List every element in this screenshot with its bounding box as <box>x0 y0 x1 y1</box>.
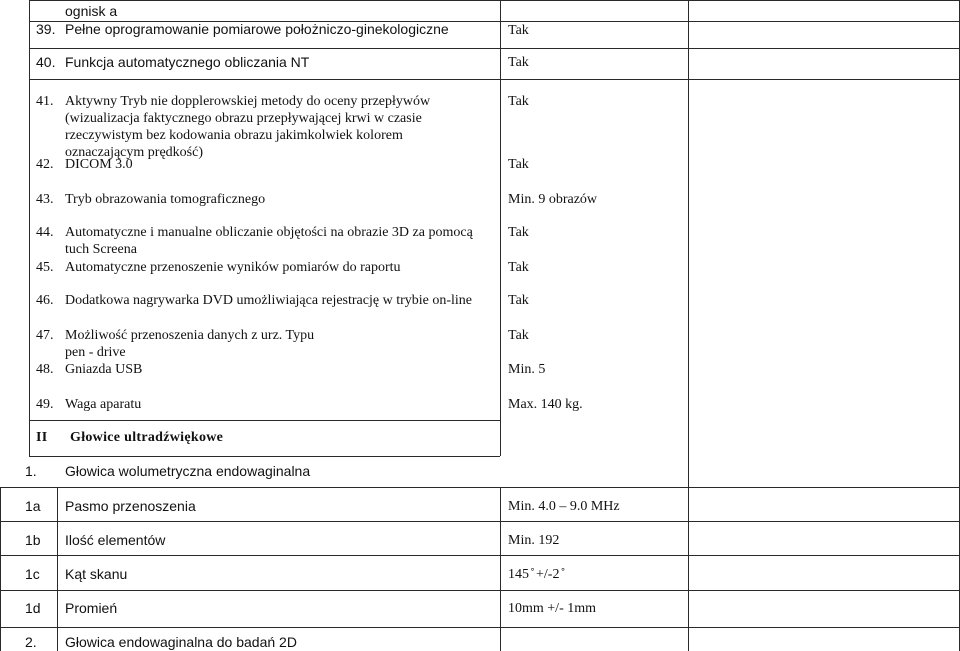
row-name: pen - drive <box>65 345 126 360</box>
row-number: 1b <box>25 532 41 548</box>
row-number: 48. <box>36 362 54 377</box>
row-value: Tak <box>508 94 529 109</box>
row-divider <box>0 555 960 556</box>
row-number: 1c <box>25 566 40 582</box>
row-number: 1a <box>25 498 41 514</box>
section-title: Głowice ultradźwiękowe <box>70 430 224 445</box>
row-value: Min. 9 obrazów <box>508 192 598 207</box>
row-name: Pełne oprogramowanie pomiarowe położniczo-ginekologiczne <box>65 21 449 37</box>
row-number: 45. <box>36 260 54 275</box>
row-number: 44. <box>36 225 54 240</box>
row-value: Tak <box>508 328 529 343</box>
row-value: Min. 4.0 – 9.0 MHz <box>508 499 620 514</box>
row-name: Kąt skanu <box>65 566 128 582</box>
row-number: 39. <box>36 21 56 37</box>
row-value: Tak <box>508 225 529 240</box>
column-divider <box>57 487 58 651</box>
section-number: II <box>36 430 48 445</box>
row-name: Funkcja automatycznego obliczania NT <box>65 54 310 70</box>
row-value: Tak <box>508 157 529 172</box>
row-name: Ilość elementów <box>65 532 166 548</box>
row-name: Gniazda USB <box>65 362 143 377</box>
row-number: 49. <box>36 397 54 412</box>
row-name: Promień <box>65 600 118 616</box>
row-number: 2. <box>25 634 37 650</box>
row-name: Tryb obrazowania tomograficznego <box>65 192 266 207</box>
row-value: Tak <box>508 55 529 70</box>
column-divider <box>0 487 1 651</box>
row-number: 41. <box>36 94 54 109</box>
row-name: Głowica wolumetryczna endowaginalna <box>65 463 311 479</box>
row-name: rzeczywistym bez kodowania obrazu jakimkolwiek kolorem <box>65 128 403 143</box>
row-divider <box>29 0 960 1</box>
row-divider <box>29 420 500 421</box>
row-value: Max. 140 kg. <box>508 397 583 412</box>
row-value: Min. 5 <box>508 362 546 377</box>
row-number: 42. <box>36 157 54 172</box>
row-name: DICOM 3.0 <box>65 157 133 172</box>
column-divider <box>500 0 501 456</box>
row-value: 145 ̊ +/-2 ̊ <box>508 567 563 582</box>
row-name: Dodatkowa nagrywarka DVD umożliwiająca rejestrację w trybie on-line <box>65 293 473 308</box>
column-divider <box>29 0 30 456</box>
row-number: 1. <box>25 463 37 479</box>
row-name: oznaczającym prędkość) <box>65 145 203 160</box>
row-divider <box>29 79 960 80</box>
row-value: Tak <box>508 23 529 38</box>
row-divider <box>29 48 960 49</box>
row-name: Pasmo przenoszenia <box>65 498 196 514</box>
row-name: Automatyczne przenoszenie wyników pomiarów do raportu <box>65 260 401 275</box>
row-number: 43. <box>36 192 54 207</box>
row-name: Automatyczne i manualne obliczanie objętości na obrazie 3D za pomocą <box>65 225 473 240</box>
row-number: 46. <box>36 293 54 308</box>
row-number: 40. <box>36 54 56 70</box>
row-divider <box>0 627 960 628</box>
row-name: ognisk a <box>65 3 118 19</box>
row-value: Min. 192 <box>508 533 560 548</box>
row-name: Możliwość przenoszenia danych z urz. Typu <box>65 328 315 343</box>
row-name: Aktywny Tryb nie dopplerowskiej metody do oceny przepływów <box>65 94 431 109</box>
row-divider <box>0 487 960 488</box>
row-value: Tak <box>508 260 529 275</box>
row-value: Tak <box>508 293 529 308</box>
row-divider <box>0 521 960 522</box>
row-number: 1d <box>25 600 41 616</box>
row-divider <box>29 456 500 457</box>
column-divider <box>500 487 501 651</box>
row-name: (wizualizacja faktycznego obrazu przepływającej krwi w czasie <box>65 111 422 126</box>
row-value: 10mm +/- 1mm <box>508 601 597 616</box>
row-name: Waga aparatu <box>65 397 142 412</box>
row-name: tuch Screena <box>65 242 137 257</box>
row-divider <box>0 590 960 591</box>
row-name: Głowica endowaginalna do badań 2D <box>65 634 297 650</box>
row-number: 47. <box>36 328 54 343</box>
column-divider <box>688 0 689 651</box>
